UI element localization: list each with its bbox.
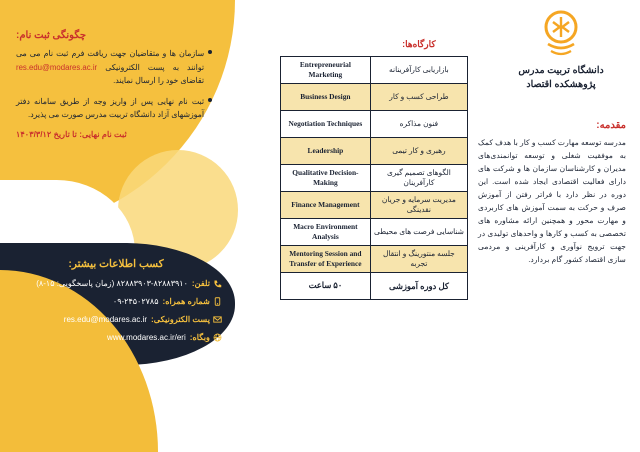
courses-table-header — [281, 34, 468, 57]
course-title-fa: بازاریابی کارآفرینانه — [370, 57, 467, 84]
contact-row — [10, 314, 222, 324]
table-row — [281, 138, 468, 165]
course-title-en: Business Design — [281, 84, 371, 111]
university-logo-icon — [538, 10, 584, 60]
table-row — [281, 165, 468, 192]
intro-block — [478, 120, 626, 266]
courses-table-wrap — [280, 34, 468, 300]
table-row — [281, 219, 468, 246]
contact-value[interactable]: ۸۲۸۸۳۹۰۳-۸۲۸۸۳۹۱۰ (زمان پاسخگویی: ۱۵-۸) — [36, 278, 188, 288]
course-title-fa: شناسایی فرصت های محیطی — [370, 219, 467, 246]
contact-row — [10, 332, 222, 342]
courses-header-label: کارگاه‌ها: — [402, 39, 436, 49]
table-row — [281, 57, 468, 84]
course-title-fa: مدیریت سرمایه و جریان نقدینگی — [370, 192, 467, 219]
contact-label: وبگاه: — [189, 333, 210, 342]
bullet-icon — [208, 50, 212, 54]
contact-value[interactable]: ۰۹-۲۴۵۰۲۷۸۵ — [112, 296, 159, 306]
course-title-fa: طراحی کسب و کار — [370, 84, 467, 111]
contact-row — [10, 278, 222, 288]
courses-header-en — [281, 34, 371, 57]
contact-value[interactable]: www.modares.ac.ir/eri — [107, 332, 186, 342]
bullet-icon — [208, 98, 212, 102]
table-row — [281, 84, 468, 111]
phone-icon — [213, 279, 222, 288]
contact-block — [10, 258, 222, 350]
total-hours: ۵۰ ساعت — [281, 273, 371, 300]
contact-row — [10, 296, 222, 306]
course-title-en: Leadership — [281, 138, 371, 165]
registration-block — [16, 30, 212, 139]
contact-label: پست الکترونیکی: — [151, 315, 210, 324]
brand-institute: پژوهشکده اقتصاد — [526, 79, 596, 90]
contact-title: کسب اطلاعات بیشتر: — [68, 258, 164, 270]
mobile-icon — [213, 297, 222, 306]
courses-table — [280, 34, 468, 300]
course-title-en: Negotiation Techniques — [281, 111, 371, 138]
course-title-en: Finance Management — [281, 192, 371, 219]
course-title-fa: الگوهای تصمیم گیری کارآفرینان — [370, 165, 467, 192]
intro-body: مدرسه توسعه مهارت کسب و کار با هدف کمک به موفقیت شغلی و توسعه توانمندی‌های مدیران و کارشناسان سازمان ها و شرکت های دارای فعالیت اقتصادی ایجاد شده است. این دوره در نظر دارد با فراتر رفتن از آموزش صرف و حرکت به سمت آموزش های کاربردی و مهارت محور و همچنین ارائه مشاوره های تخصصی به کسب و کارها و واحدهای تولیدی در جهت ترویج نوآوری و کارآفرینی و مردمی سازی اقتصاد کشور گام بردارد. — [478, 138, 626, 264]
registration-title: چگونگی ثبت نام: — [16, 30, 87, 41]
course-title-en: Qualitative Decision-Making — [281, 165, 371, 192]
course-title-fa: رهبری و کار تیمی — [370, 138, 467, 165]
course-title-en: Entrepreneurial Marketing — [281, 57, 371, 84]
course-title-en: Macro Environment Analysis — [281, 219, 371, 246]
intro-title: مقدمه: — [596, 120, 626, 131]
table-row — [281, 246, 468, 273]
table-row — [281, 192, 468, 219]
registration-item: ثبت نام نهایی پس از واریز وجه از طریق سامانه دفتر آموزشهای آزاد دانشگاه تربیت مدرس صورت می پذیرد. — [16, 95, 212, 122]
total-label: کل دوره آموزشی — [370, 273, 467, 300]
contact-value[interactable]: res.edu@modares.ac.ir — [63, 314, 148, 324]
course-title-fa: جلسه منتورینگ و انتقال تجربه — [370, 246, 467, 273]
table-total-row — [281, 273, 468, 300]
brand-university: دانشگاه تربیت مدرس — [518, 65, 604, 76]
course-title-fa: فنون مذاکره — [370, 111, 467, 138]
registration-email[interactable]: res.edu@modares.ac.ir — [16, 62, 98, 72]
mail-icon — [213, 315, 222, 324]
course-title-en: Mentoring Session and Transfer of Experience — [281, 246, 371, 273]
decor-yellow-bottom-inner — [0, 332, 100, 452]
registration-item: سازمان ها و متقاضیان جهت ریافت فرم ثبت نام می می توانند به پست الکترونیکی res.edu@modares.ac.ir تقاضای خود را ارسال نمایند. — [16, 47, 212, 88]
table-row — [281, 111, 468, 138]
contact-label: تلفن: — [191, 279, 210, 288]
contact-label: شماره همراه: — [162, 297, 210, 306]
registration-deadline: ثبت نام نهایی: تا تاریخ ۱۴۰۳/۳/۱۲ — [16, 129, 127, 139]
globe-icon — [213, 333, 222, 342]
brand-block — [496, 10, 626, 92]
